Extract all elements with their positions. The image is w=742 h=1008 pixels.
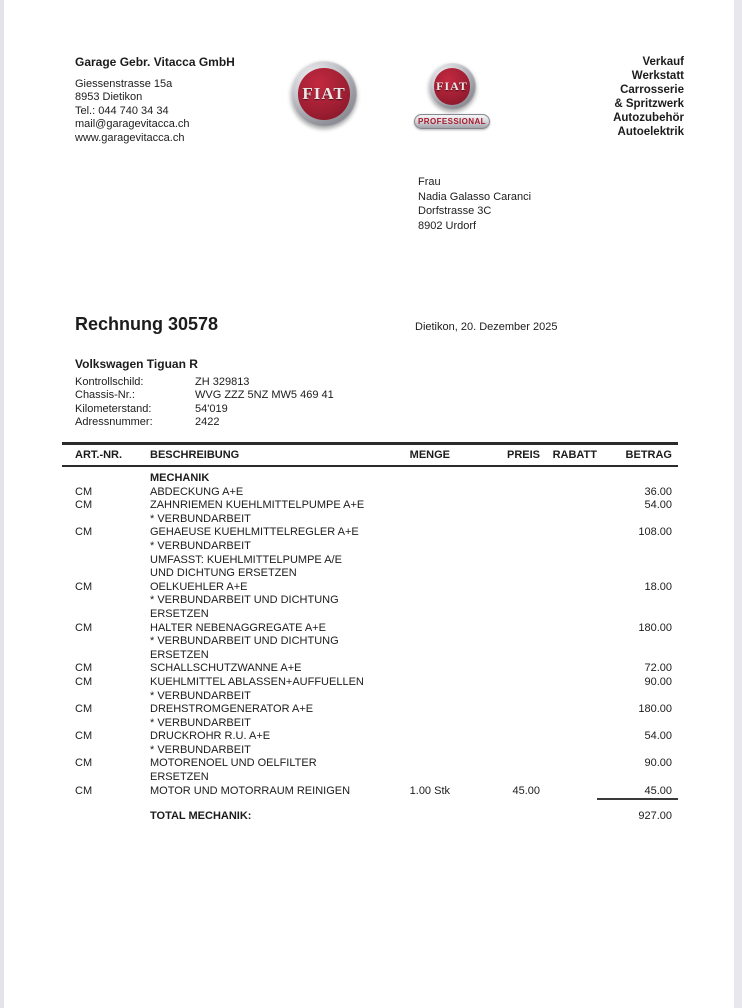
menge-cell xyxy=(408,676,452,703)
menge-cell xyxy=(408,622,452,663)
vehicle-field-row xyxy=(75,376,334,390)
recipient-address-line: Frau xyxy=(418,176,441,188)
vehicle-field-value: 2422 xyxy=(195,416,220,428)
art-nr-cell: CM xyxy=(75,485,93,498)
betrag-cell: 72.00 xyxy=(644,662,672,675)
service-item: Werkstatt xyxy=(631,70,684,82)
vehicle-field-label: Chassis-Nr.: xyxy=(75,389,135,401)
service-item: Autozubehör xyxy=(613,112,684,124)
rabatt-cell xyxy=(540,622,597,663)
header-rabatt: RABATT xyxy=(540,444,597,467)
company-address-line: mail@garagevitacca.ch xyxy=(75,118,190,130)
art-nr-cell: CM xyxy=(75,662,93,675)
service-item: & Spritzwerk xyxy=(614,98,684,110)
company-address-line: Tel.: 044 740 34 34 xyxy=(75,104,169,117)
description-cell: ABDECKUNG A+E xyxy=(150,485,244,498)
total-label: TOTAL MECHANIK: xyxy=(150,810,252,823)
description-cell: MOTORENOEL UND OELFILTER ERSETZEN xyxy=(150,757,317,784)
table-row xyxy=(62,730,678,757)
betrag-cell: 180.00 xyxy=(638,621,672,634)
art-nr-cell: CM xyxy=(75,757,93,770)
preis-cell xyxy=(452,581,540,622)
menge-cell: 1.00 Stk xyxy=(409,784,450,797)
recipient-address-line: 8902 Urdorf xyxy=(418,219,477,232)
rabatt-cell xyxy=(540,526,597,580)
betrag-cell: 180.00 xyxy=(638,703,672,716)
description-cell: DRUCKROHR R.U. A+E * VERBUNDARBEIT xyxy=(150,730,271,756)
rabatt-cell xyxy=(540,499,597,526)
company-block xyxy=(75,56,235,145)
description-cell: ZAHNRIEMEN KUEHLMITTELPUMPE A+E * VERBUNDARBEIT xyxy=(150,499,365,525)
company-address-line: www.garagevitacca.ch xyxy=(75,131,185,144)
table-row xyxy=(62,486,678,500)
betrag-cell: 36.00 xyxy=(644,485,672,498)
invoice-title: Rechnung 30578 xyxy=(75,314,219,334)
description-cell: KUEHLMITTEL ABLASSEN+AUFFUELLEN * VERBUNDARBEIT xyxy=(150,675,364,702)
vehicle-title: Volkswagen Tiguan R xyxy=(75,357,198,371)
vehicle-field-label: Kontrollschild: xyxy=(75,375,144,388)
vehicle-block xyxy=(75,358,334,430)
description-cell: DREHSTROMGENERATOR A+E * VERBUNDARBEIT xyxy=(150,703,314,729)
table-row xyxy=(62,499,678,526)
betrag-cell: 108.00 xyxy=(638,526,672,539)
betrag-cell: 54.00 xyxy=(644,730,672,743)
header-betrag: BETRAG xyxy=(597,444,678,467)
preis-cell xyxy=(452,499,540,526)
table-row xyxy=(62,785,678,800)
vehicle-field-row xyxy=(75,403,334,417)
rabatt-cell xyxy=(540,581,597,622)
preis-cell xyxy=(452,486,540,500)
menge-cell xyxy=(408,703,452,730)
vehicle-field-value: WVG ZZZ 5NZ MW5 469 41 xyxy=(195,389,334,401)
header-menge: MENGE xyxy=(408,444,452,467)
rabatt-cell xyxy=(540,662,597,676)
rabatt-cell xyxy=(540,676,597,703)
betrag-cell: 18.00 xyxy=(644,580,672,593)
recipient-address xyxy=(418,175,531,233)
invoice-place-date: Dietikon, 20. Dezember 2025 xyxy=(415,321,558,333)
total-row xyxy=(62,810,678,824)
vehicle-field-label: Kilometerstand: xyxy=(75,402,152,415)
table-row xyxy=(62,703,678,730)
rabatt-cell xyxy=(540,757,597,784)
vehicle-field-row xyxy=(75,389,334,403)
line-items-table xyxy=(62,442,678,824)
description-cell: HALTER NEBENAGGREGATE A+E * VERBUNDARBEIT UND DICHTUNG ERSETZEN xyxy=(150,621,339,661)
art-nr-cell: CM xyxy=(75,703,93,716)
menge-cell xyxy=(408,757,452,784)
page-edge-left xyxy=(0,0,4,1008)
description-cell: MOTOR UND MOTORRAUM REINIGEN xyxy=(150,784,351,797)
services-block xyxy=(613,55,684,139)
betrag-cell: 54.00 xyxy=(644,499,672,512)
professional-banner: PROFESSIONAL xyxy=(414,114,490,129)
vehicle-field-label: Adressnummer: xyxy=(75,416,153,428)
art-nr-cell: CM xyxy=(75,621,93,634)
company-name: Garage Gebr. Vitacca GmbH xyxy=(75,55,235,69)
preis-cell: 45.00 xyxy=(512,784,540,797)
header-art-nr: ART.-NR. xyxy=(62,444,150,467)
description-cell: SCHALLSCHUTZWANNE A+E xyxy=(150,662,302,675)
rabatt-cell xyxy=(540,785,597,800)
description-cell: OELKUEHLER A+E * VERBUNDARBEIT UND DICHTUNG ERSETZEN xyxy=(150,580,339,620)
art-nr-cell: CM xyxy=(75,675,93,688)
menge-cell xyxy=(408,499,452,526)
preis-cell xyxy=(452,757,540,784)
fiat-professional-badge xyxy=(429,63,476,110)
rabatt-cell xyxy=(540,703,597,730)
preis-cell xyxy=(452,526,540,580)
preis-cell xyxy=(452,676,540,703)
art-nr-cell: CM xyxy=(75,580,93,593)
line-items xyxy=(62,486,678,800)
preis-cell xyxy=(452,730,540,757)
menge-cell xyxy=(408,486,452,500)
menge-cell xyxy=(408,581,452,622)
fiat-logo xyxy=(291,61,357,127)
vehicle-fields xyxy=(75,376,334,430)
betrag-cell: 90.00 xyxy=(644,757,672,770)
rabatt-cell xyxy=(540,486,597,500)
company-address-line: Giessenstrasse 15a xyxy=(75,77,173,90)
rabatt-cell xyxy=(540,730,597,757)
spacer-row xyxy=(62,799,678,810)
service-item: Autoelektrik xyxy=(617,126,684,138)
table-row xyxy=(62,676,678,703)
total-value: 927.00 xyxy=(638,810,672,823)
menge-cell xyxy=(408,662,452,676)
company-address-line: 8953 Dietikon xyxy=(75,91,143,103)
fiat-logo-text: FIAT xyxy=(298,68,349,119)
preis-cell xyxy=(452,703,540,730)
vehicle-field-row xyxy=(75,416,334,430)
table-row xyxy=(62,757,678,784)
recipient-address-line: Nadia Galasso Caranci xyxy=(418,190,532,203)
art-nr-cell: CM xyxy=(75,499,93,512)
preis-cell xyxy=(452,622,540,663)
table-header-row xyxy=(62,444,678,467)
service-item: Verkauf xyxy=(642,56,684,68)
vehicle-field-value: ZH 329813 xyxy=(195,375,250,388)
menge-cell xyxy=(408,730,452,757)
header-preis: PREIS xyxy=(452,444,540,467)
section-row xyxy=(62,466,678,486)
header-beschreibung: BESCHREIBUNG xyxy=(150,444,408,467)
section-title: MECHANIK xyxy=(150,472,210,484)
art-nr-cell: CM xyxy=(75,730,93,743)
preis-cell xyxy=(452,662,540,676)
menge-cell xyxy=(408,526,452,580)
betrag-cell: 90.00 xyxy=(644,675,672,688)
table-row xyxy=(62,581,678,622)
fiat-professional-logo-text: FIAT xyxy=(434,68,471,105)
betrag-cell: 45.00 xyxy=(597,785,678,800)
description-cell: GEHAEUSE KUEHLMITTELREGLER A+E * VERBUNDARBEIT UMFASST: KUEHLMITTELPUMPE A/E UND DICHTUNG ERSETZEN xyxy=(150,526,359,580)
fiat-professional-logo xyxy=(412,63,492,129)
table-row xyxy=(62,622,678,663)
table-row xyxy=(62,662,678,676)
art-nr-cell: CM xyxy=(75,784,93,797)
company-address xyxy=(75,78,235,146)
page-edge-right xyxy=(734,0,742,1008)
art-nr-cell: CM xyxy=(75,526,93,539)
table-row xyxy=(62,526,678,580)
service-item: Carrosserie xyxy=(620,84,684,96)
recipient-address-line: Dorfstrasse 3C xyxy=(418,205,492,217)
vehicle-field-value: 54'019 xyxy=(195,402,228,415)
